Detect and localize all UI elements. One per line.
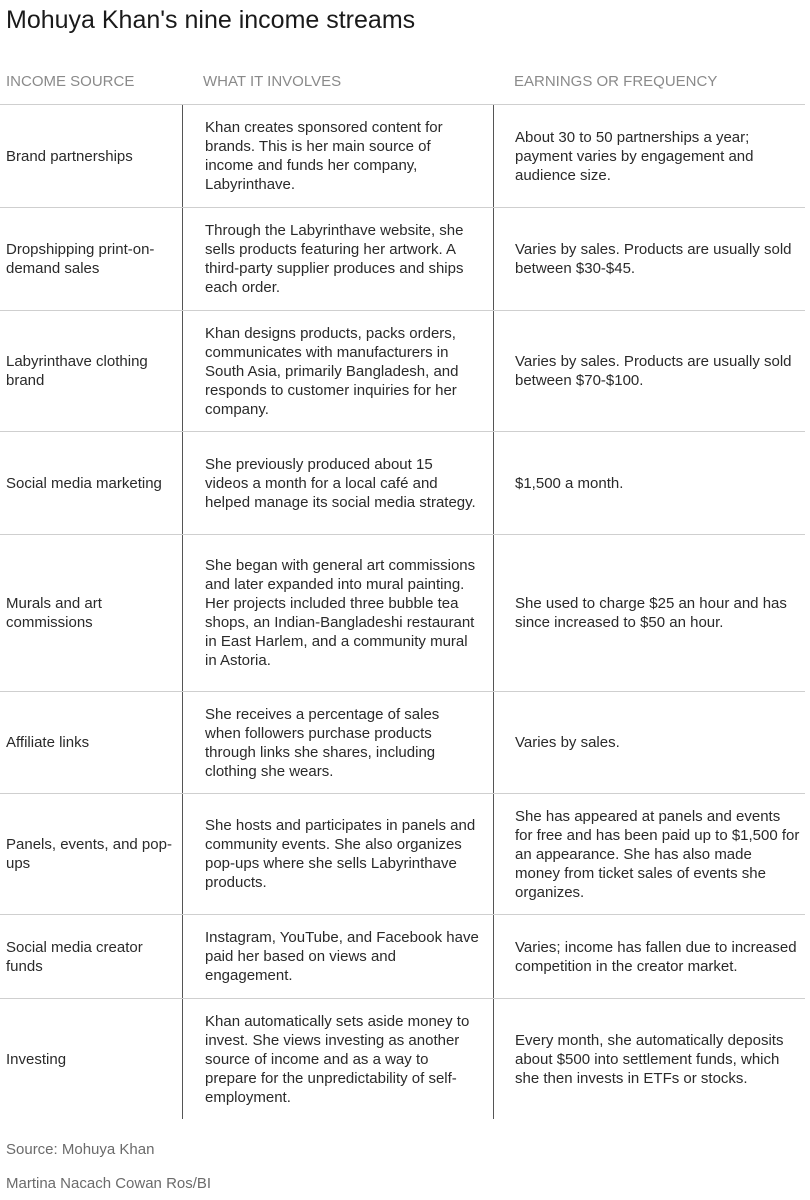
income-source-cell: Murals and art commissions [6, 595, 102, 631]
involves-cell: Khan automatically sets aside money to invest. She views investing as another source of income and as a way to prepare for the unpredictability of self-employment. [182, 999, 494, 1119]
earnings-cell: She has appeared at panels and events for free and has been paid up to $1,500 for an appearance. She has also made money from ticket sales of events she organizes. [515, 807, 800, 901]
table-header [0, 68, 805, 105]
table-row [0, 208, 805, 311]
table-row [0, 311, 805, 432]
involves-cell: She receives a percentage of sales when followers purchase products through links she shares, including clothing she wears. [182, 692, 494, 793]
income-source-cell: Affiliate links [6, 734, 90, 751]
involves-cell: She began with general art commissions and later expanded into mural painting. Her projects included three bubble tea shops, an Indian-Bangladeshi restaurant in East Harlem, and a community mural in Astoria. [182, 535, 494, 691]
income-source-cell: Panels, events, and pop-ups [6, 836, 172, 872]
income-source-cell: Social media creator funds [6, 938, 143, 975]
earnings-cell: Varies; income has fallen due to increased competition in the creator market. [515, 938, 797, 975]
page-title: Mohuya Khan's nine income streams [6, 6, 416, 34]
table-row [0, 535, 805, 692]
income-source-cell: Brand partnerships [6, 147, 133, 165]
source-note: Source: Mohuya Khan [6, 1141, 155, 1158]
table-row [0, 999, 805, 1119]
earnings-cell: She used to charge $25 an hour and has since increased to $50 an hour. [515, 595, 787, 631]
involves-cell: Khan designs products, packs orders, communicates with manufacturers in South Asia, primarily Bangladesh, and responds to customer inquiries for her company. [182, 311, 494, 431]
involves-cell: Khan creates sponsored content for brands. This is her main source of income and funds her company, Labyrinthave. [182, 105, 494, 207]
earnings-cell: Varies by sales. [515, 734, 620, 751]
table-row [0, 915, 805, 999]
income-source-cell: Investing [6, 1050, 67, 1068]
credit-line: Martina Nacach Cowan Ros/BI [6, 1175, 212, 1192]
earnings-cell: Varies by sales. Products are usually sold between $70-$100. [515, 353, 792, 389]
table-row [0, 432, 805, 535]
income-table [0, 68, 805, 1119]
earnings-cell: $1,500 a month. [515, 474, 624, 492]
involves-cell: She hosts and participates in panels and community events. She also organizes pop-ups where she sells Labyrinthave products. [182, 794, 494, 914]
involves-cell: Through the Labyrinthave website, she sells products featuring her artwork. A third-party supplier produces and ships each order. [182, 208, 494, 310]
table-row [0, 105, 805, 208]
table-row [0, 794, 805, 915]
column-header-earnings: EARNINGS OR FREQUENCY [514, 73, 718, 90]
earnings-cell: Varies by sales. Products are usually sold between $30-$45. [515, 241, 792, 277]
income-source-cell: Social media marketing [6, 474, 162, 492]
earnings-cell: Every month, she automatically deposits about $500 into settlement funds, which she then invests in ETFs or stocks. [515, 1031, 784, 1087]
involves-cell: She previously produced about 15 videos a month for a local café and helped manage its social media strategy. [182, 432, 494, 534]
income-source-cell: Dropshipping print-on-demand sales [6, 241, 155, 277]
column-header-what-it-involves: WHAT IT INVOLVES [203, 73, 342, 90]
involves-cell: Instagram, YouTube, and Facebook have paid her based on views and engagement. [182, 915, 494, 998]
income-source-cell: Labyrinthave clothing brand [6, 353, 148, 389]
table-row [0, 692, 805, 794]
earnings-cell: About 30 to 50 partnerships a year; payment varies by engagement and audience size. [515, 128, 754, 184]
column-header-income-source: INCOME SOURCE [6, 73, 135, 90]
